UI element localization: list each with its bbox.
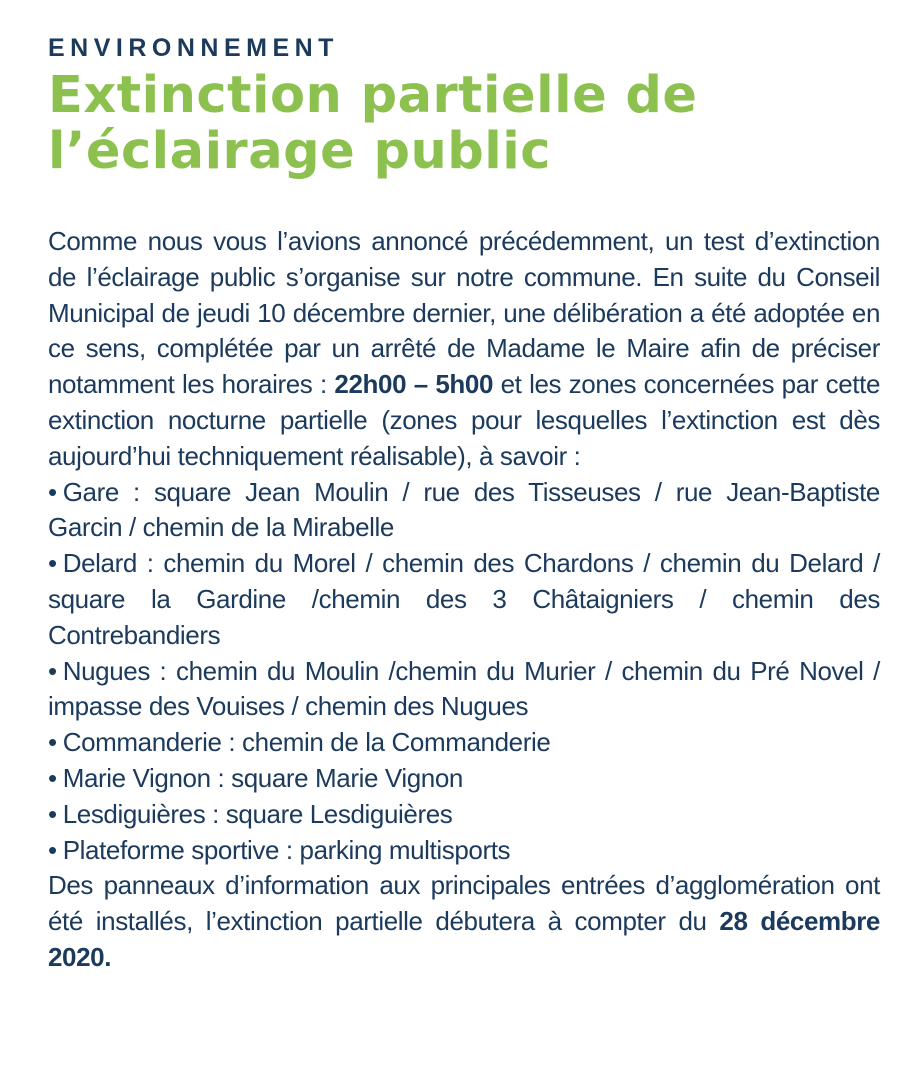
bullet-icon: • [48, 548, 57, 579]
zone-text: Plateforme sportive : parking multisports [62, 834, 511, 865]
zone-text: Marie Vignon : square Marie Vignon [62, 762, 463, 793]
intro-text-after: et les zones concernées par cette extinction nocturne partielle (zones pour lesquelles l’extinction est dès aujourd’hui techniquement réalisable), à savoir : [48, 369, 881, 471]
zone-text: Nugues : chemin du Moulin /chemin du Murier / chemin du Pré Novel / impasse des Vouises / chemin des Nugues [48, 655, 880, 722]
zone-text: Lesdiguières : square Lesdiguières [62, 798, 453, 829]
article-body [48, 224, 880, 976]
section-label: ENVIRONNEMENT [48, 34, 339, 62]
title-line-1: Extinction partielle de [48, 66, 698, 125]
article-title [48, 68, 880, 180]
list-item [48, 833, 880, 869]
list-item [48, 546, 880, 653]
bullet-icon: • [48, 798, 57, 829]
start-date-highlight: 28 décembre 2020. [48, 906, 880, 972]
zones-list [48, 475, 880, 869]
intro-text-before: Comme nous vous l’avions annoncé précédemment, un test d’extinction de l’éclairage public s’organise sur notre commune. En suite du Conseil Municipal de jeudi 10 décembre dernier, une délibération a été adoptée en ce sens, complétée par un arrêté de Madame le Maire afin de préciser notamment les horaires : [48, 226, 880, 400]
list-item [48, 725, 880, 761]
bullet-icon: • [48, 655, 57, 686]
list-item [48, 654, 880, 726]
closing-text: Des panneaux d’information aux principales entrées d’agglomération ont été installés, l’extinction partielle débutera à compter du [48, 870, 880, 937]
article [48, 30, 880, 976]
bullet-icon: • [48, 834, 57, 865]
intro-paragraph [48, 224, 880, 475]
bullet-icon: • [48, 476, 57, 507]
list-item [48, 797, 880, 833]
title-line-2: l’éclairage public [48, 122, 551, 181]
hours-highlight: 22h00 – 5h00 [334, 369, 494, 400]
list-item [48, 475, 880, 547]
closing-paragraph [48, 868, 880, 975]
zone-text: Delard : chemin du Morel / chemin des Chardons / chemin du Delard / square la Gardine /chemin des 3 Châtaigniers / chemin des Contrebandiers [48, 548, 880, 650]
zone-text: Commanderie : chemin de la Commanderie [62, 727, 551, 758]
bullet-icon: • [48, 727, 57, 758]
zone-text: Gare : square Jean Moulin / rue des Tisseuses / rue Jean-Baptiste Garcin / chemin de la Mirabelle [48, 476, 880, 543]
bullet-icon: • [48, 762, 57, 793]
list-item [48, 761, 880, 797]
